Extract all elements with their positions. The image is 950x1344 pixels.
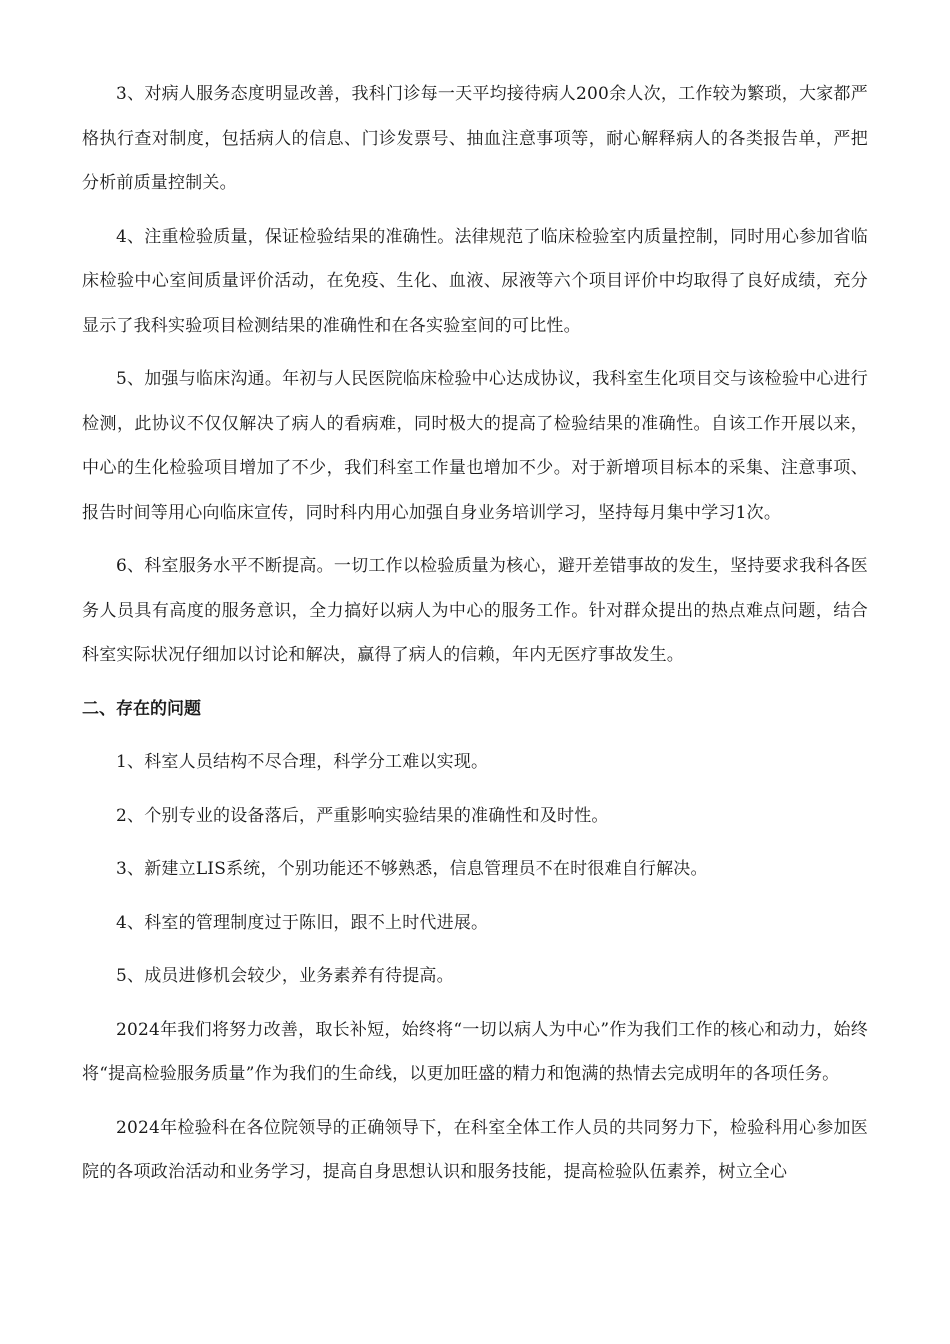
document-page [82,72,868,1204]
problem-item-3: 3、新建立LIS系统，个别功能还不够熟悉，信息管理员不在时很难自行解决。 [116,859,708,879]
problem-item-5: 5、成员进修机会较少，业务素养有待提高。 [116,966,454,986]
section-heading-problems: 二、存在的问题 [82,698,201,719]
closing-paragraph: 2024年我们将努力改善，取长补短，始终将“一切以病人为中心”作为我们工作的核心和动力，始终将“提高检验服务质量”作为我们的生命线，以更加旺盛的精力和饱满的热情去完成明年的各项任务。 [82,1019,868,1084]
problem-item-4: 4、科室的管理制度过于陈旧，跟不上时代进展。 [116,912,489,933]
paragraph-item-3: 3、对病人服务态度明显改善，我科门诊每一天平均接待病人200余人次，工作较为繁琐，大家都严格执行查对制度，包括病人的信息、门诊发票号、抽血注意事项等，耐心解释病人的各类报告单，严把分析前质量控制关。 [82,84,868,193]
paragraph-item-5: 5、加强与临床沟通。年初与人民医院临床检验中心达成协议，我科室生化项目交与该检验中心进行检测，此协议不仅仅解决了病人的看病难，同时极大的提高了检验结果的准确性。自该工作开展以来，中心的生化检验项目增加了不少，我们科室工作量也增加不少。对于新增项目标本的采集、注意事项、报告时间等用心向临床宣传，同时科内用心加强自身业务培训学习，坚持每月集中学习1次。 [82,369,868,523]
paragraph-item-6: 6、科室服务水平不断提高。一切工作以检验质量为核心，避开差错事故的发生，坚持要求我科各医务人员具有高度的服务意识，全力搞好以病人为中心的服务工作。针对群众提出的热点难点问题，结合科室实际状况仔细加以讨论和解决，赢得了病人的信赖，年内无医疗事故发生。 [82,556,868,665]
problem-item-1: 1、科室人员结构不尽合理，科学分工难以实现。 [116,752,489,772]
summary-paragraph: 2024年检验科在各位院领导的正确领导下，在科室全体工作人员的共同努力下，检验科用心参加医院的各项政治活动和业务学习，提高自身思想认识和服务技能，提高检验队伍素养，树立全心 [82,1117,868,1182]
problem-item-2: 2、个别专业的设备落后，严重影响实验结果的准确性和及时性。 [116,805,609,826]
paragraph-item-4: 4、注重检验质量，保证检验结果的准确性。法律规范了临床检验室内质量控制，同时用心参加省临床检验中心室间质量评价活动，在免疫、生化、血液、尿液等六个项目评价中均取得了良好成绩，充分显示了我科实验项目检测结果的准确性和在各实验室间的可比性。 [82,226,868,336]
